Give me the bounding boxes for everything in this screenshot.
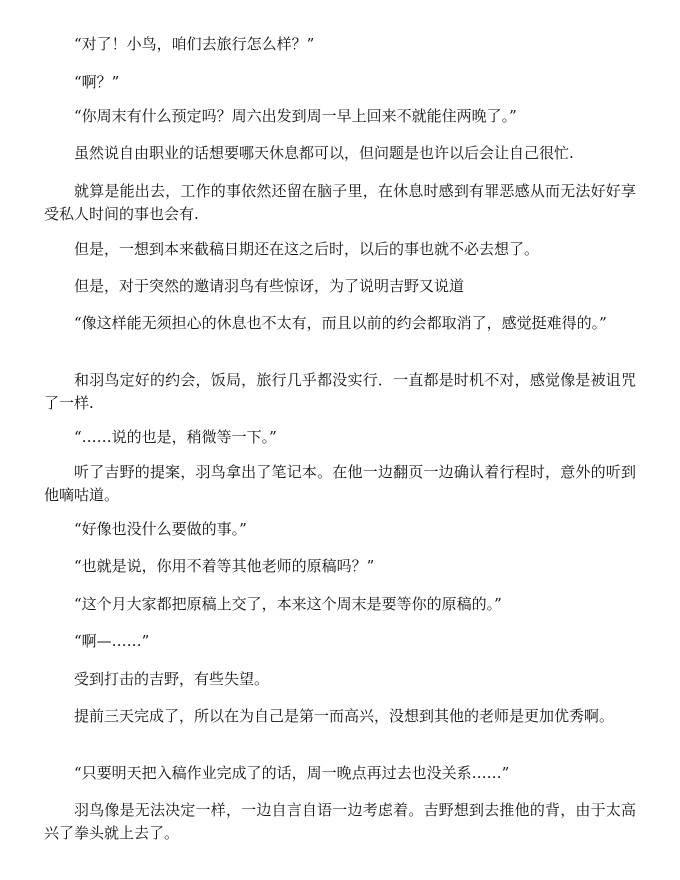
paragraph: “好像也没什么要做的事。” [74,520,247,538]
paragraph: 就算是能出去，工作的事依然还留在脑子里，在休息时感到有罪恶感从而无法好好享受私人时间的事也会有. [44,182,636,223]
paragraph: 羽鸟像是无法决定一样，一边自言自语一边考虑着。吉野想到去推他的背，由于太高兴了拳头就上去了。 [44,801,636,842]
paragraph: “这个月大家都把原稿上交了，本来这个周末是要等你的原稿的。” [74,595,502,613]
paragraph: 听了吉野的提案，羽鸟拿出了笔记本。在他一边翻页一边确认着行程时，意外的听到他嘀咕道。 [44,463,636,504]
paragraph: “也就是说，你用不着等其他老师的原稿吗？” [74,557,375,575]
paragraph: 提前三天完成了，所以在为自己是第一而高兴，没想到其他的老师是更加优秀啊。 [74,707,615,725]
paragraph: “啊？” [74,73,120,91]
paragraph: “……说的也是，稍微等一下。” [74,428,277,446]
paragraph: “你周末有什么预定吗？周六出发到周一早上回来不就能住两晚了。” [74,107,517,125]
paragraph: 但是，对于突然的邀请羽鸟有些惊讶，为了说明吉野又说道 [74,277,465,295]
paragraph: “啊—……” [74,632,150,650]
paragraph: 但是，一想到本来截稿日期还在这之后时，以后的事也就不必去想了。 [74,240,540,258]
paragraph: 和羽鸟定好的约会，饭局，旅行几乎都没实行．一直都是时机不对，感觉像是被诅咒了一样. [44,371,636,412]
paragraph: 虽然说自由职业的话想要哪天休息都可以，但问题是也许以后会让自己很忙. [74,144,574,162]
paragraph: “只要明天把入稿作业完成了的话，周一晚点再过去也没关系……” [74,764,510,782]
paragraph: “像这样能无须担心的休息也不太有，而且以前的约会都取消了，感觉挺难得的。” [74,314,607,332]
paragraph: 受到打击的吉野，有些失望。 [74,670,270,688]
paragraph: “对了！小鸟，咱们去旅行怎么样？” [74,35,315,53]
